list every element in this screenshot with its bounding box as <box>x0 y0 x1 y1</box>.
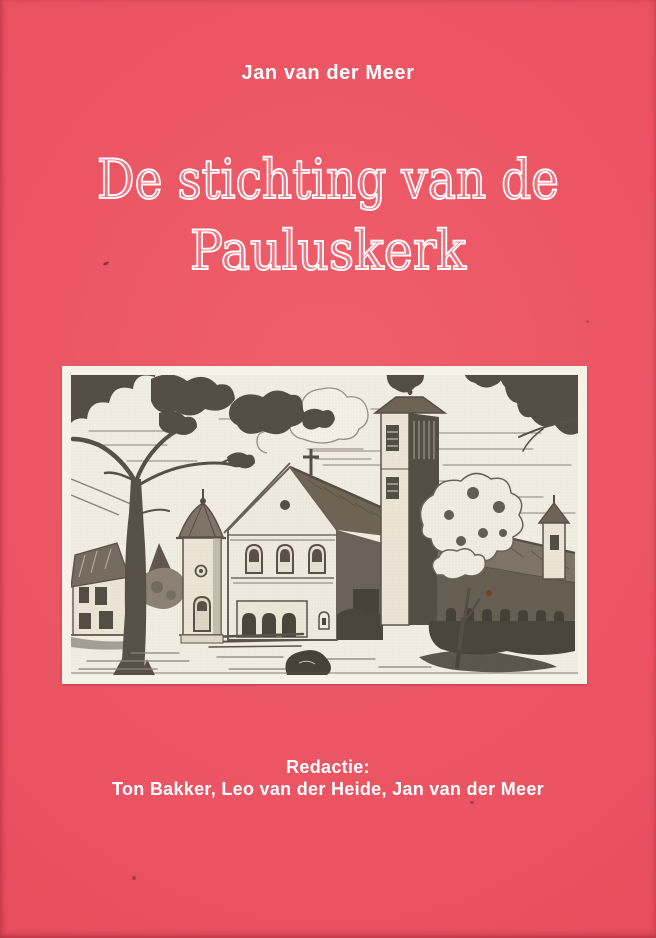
credits-block <box>0 756 656 800</box>
title-line-1: De stichting van de <box>97 148 559 211</box>
credits-names: Ton Bakker, Leo van der Heide, Jan van der Meer <box>112 779 544 799</box>
credits-label: Redactie: <box>286 757 370 777</box>
scan-speck <box>586 320 589 323</box>
title-line-2: Pauluskerk <box>190 219 468 282</box>
church-illustration <box>71 375 578 675</box>
title-art <box>0 128 656 293</box>
scan-speck <box>132 876 136 880</box>
artwork-frame <box>62 366 587 684</box>
halftone-overlay <box>71 375 578 675</box>
scan-speck <box>470 801 474 804</box>
author-name: Jan van der Meer <box>241 62 415 84</box>
